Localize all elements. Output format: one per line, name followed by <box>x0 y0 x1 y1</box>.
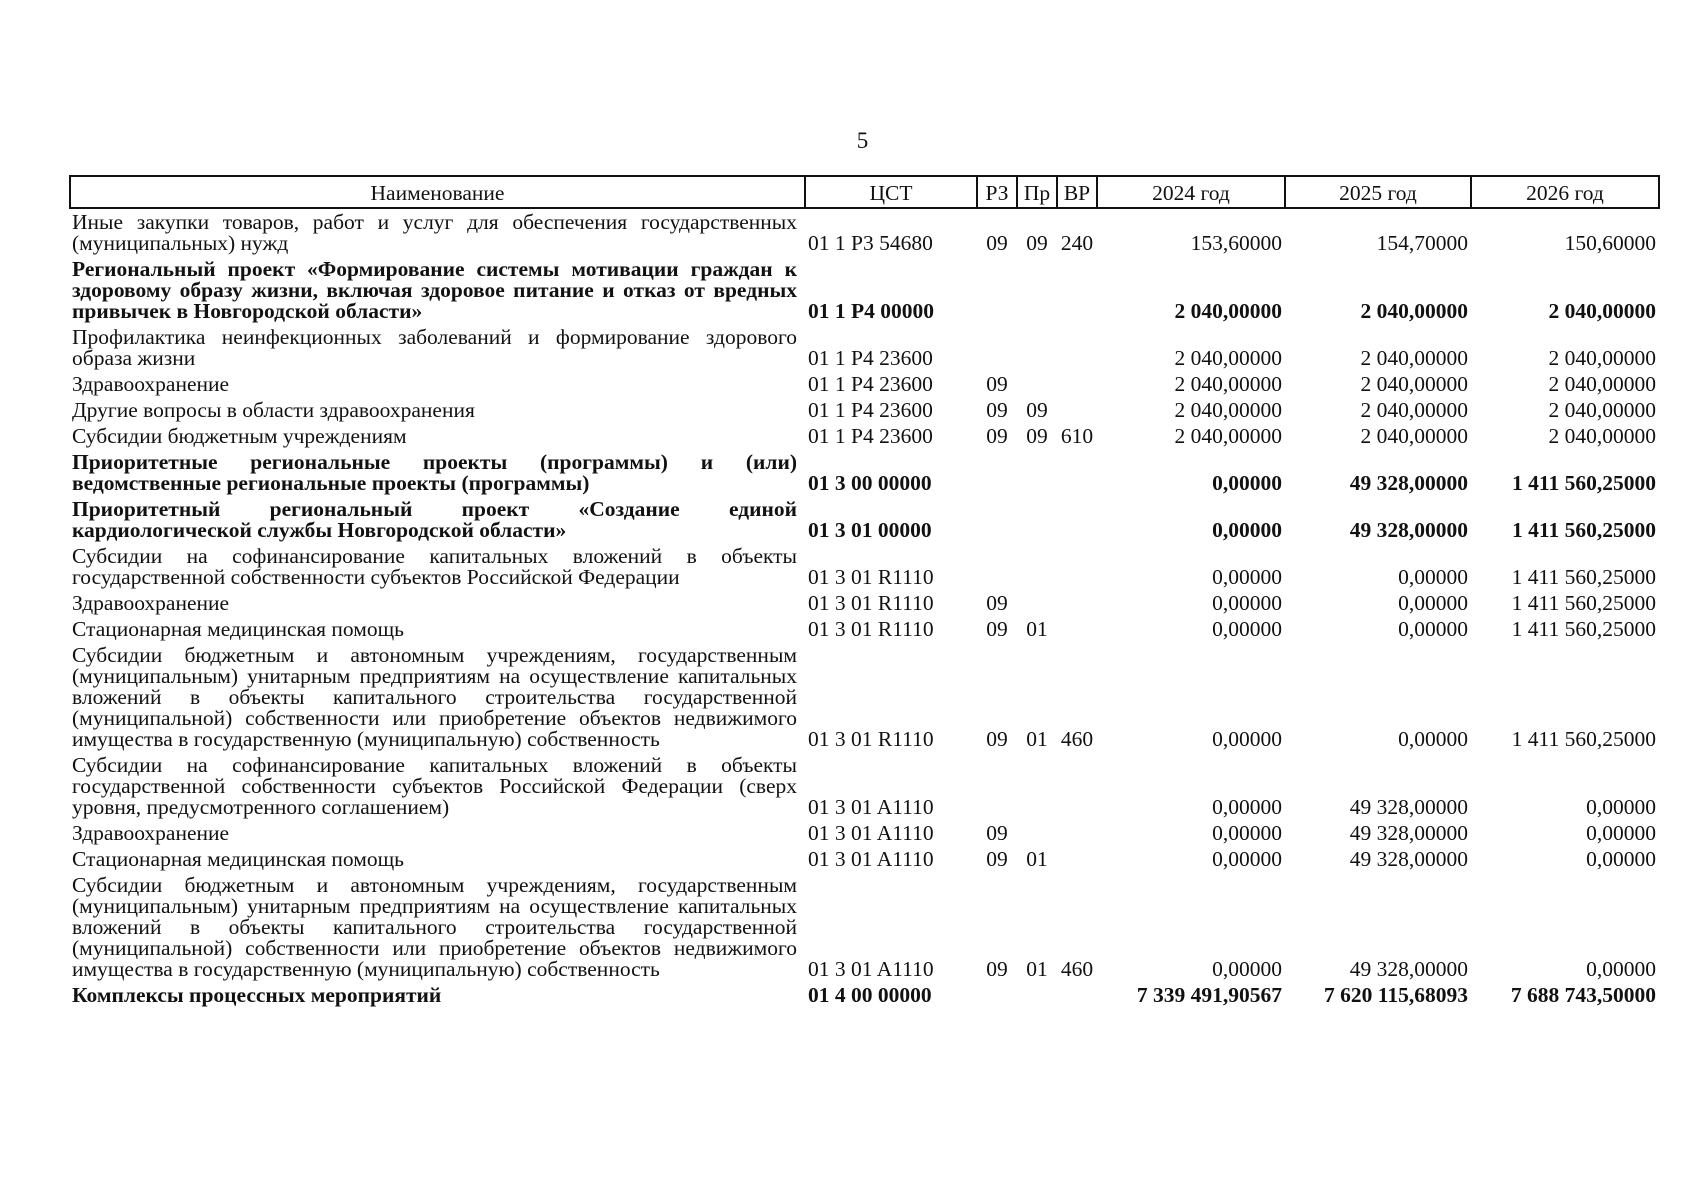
row-cst: 01 4 00 00000 <box>808 983 932 1007</box>
row-amount-2025: 0,00000 <box>1398 565 1468 589</box>
row-rz <box>977 982 1017 1008</box>
row-cst: 01 1 P4 23600 <box>808 424 933 448</box>
row-pr <box>1017 449 1057 496</box>
row-amount-2026: 7 688 743,50000 <box>1510 983 1656 1007</box>
table-row <box>70 256 1659 324</box>
row-amount-2025: 2 040,00000 <box>1360 398 1468 422</box>
row-amount-2024: 2 040,00000 <box>1174 424 1282 448</box>
row-cst: 01 1 P4 23600 <box>808 372 933 396</box>
table-row <box>70 543 1659 590</box>
row-vr <box>1057 449 1097 496</box>
table-row <box>70 590 1659 616</box>
row-rz: 09 <box>986 847 1008 871</box>
table-row <box>70 449 1659 496</box>
row-cst: 01 3 01 A1110 <box>808 795 934 819</box>
table-row <box>70 872 1659 982</box>
row-vr <box>1057 820 1097 846</box>
row-amount-2024: 2 040,00000 <box>1174 398 1282 422</box>
row-name: Здравоохранение <box>72 821 230 845</box>
row-amount-2025: 0,00000 <box>1398 591 1468 615</box>
row-rz: 09 <box>986 727 1008 751</box>
row-pr <box>1017 324 1057 371</box>
row-cst: 01 3 01 R1110 <box>808 727 934 751</box>
row-vr: 460 <box>1060 727 1094 751</box>
row-amount-2025: 49 328,00000 <box>1349 518 1468 542</box>
row-cst: 01 3 01 A1110 <box>808 957 934 981</box>
row-cst: 01 1 P3 54680 <box>808 231 933 255</box>
row-cst: 01 3 01 00000 <box>808 518 932 542</box>
row-rz: 09 <box>986 821 1008 845</box>
row-name: Здравоохранение <box>72 372 230 396</box>
row-amount-2024: 0,00000 <box>1212 727 1282 751</box>
row-cst: 01 3 01 A1110 <box>808 821 934 845</box>
row-amount-2025: 49 328,00000 <box>1349 847 1468 871</box>
row-rz: 09 <box>986 957 1008 981</box>
header-pr: Пр <box>1017 176 1057 208</box>
row-pr: 09 <box>1026 231 1048 255</box>
row-vr <box>1057 616 1097 642</box>
row-amount-2026: 2 040,00000 <box>1548 346 1656 370</box>
row-amount-2024: 0,00000 <box>1212 795 1282 819</box>
row-cst: 01 3 01 A1110 <box>808 847 934 871</box>
row-pr <box>1017 982 1057 1008</box>
row-amount-2025: 7 620 115,68093 <box>1324 983 1468 1007</box>
row-rz: 09 <box>986 591 1008 615</box>
row-amount-2026: 1 411 560,25000 <box>1511 727 1656 751</box>
row-vr: 240 <box>1060 231 1094 255</box>
row-name: Региональный проект «Формирование системы мотивации граждан к здоровому образу жизни, включая здоровое питание и отказ от вредных привычек в Новгородской области» <box>72 257 797 323</box>
row-amount-2026: 0,00000 <box>1586 821 1656 845</box>
row-vr <box>1057 496 1097 543</box>
row-amount-2025: 49 328,00000 <box>1349 471 1468 495</box>
row-cst: 01 3 01 R1110 <box>808 591 934 615</box>
row-vr <box>1057 846 1097 872</box>
row-amount-2024: 0,00000 <box>1212 847 1282 871</box>
row-vr <box>1057 397 1097 423</box>
row-name: Приоритетный региональный проект «Создание единой кардиологической службы Новгородской области» <box>72 497 797 542</box>
row-amount-2025: 2 040,00000 <box>1360 346 1468 370</box>
row-amount-2026: 1 411 560,25000 <box>1512 518 1656 542</box>
row-vr <box>1057 371 1097 397</box>
table-body <box>70 208 1659 1008</box>
row-name: Субсидии бюджетным учреждениям <box>72 424 407 448</box>
row-amount-2026: 0,00000 <box>1586 795 1656 819</box>
row-amount-2026: 1 411 560,25000 <box>1511 591 1656 615</box>
row-name: Стационарная медицинская помощь <box>72 847 404 871</box>
row-amount-2024: 0,00000 <box>1212 591 1282 615</box>
row-amount-2024: 0,00000 <box>1212 565 1282 589</box>
row-amount-2025: 2 040,00000 <box>1360 372 1468 396</box>
row-rz: 09 <box>986 231 1008 255</box>
row-amount-2026: 0,00000 <box>1586 847 1656 871</box>
row-amount-2024: 0,00000 <box>1212 471 1282 495</box>
row-amount-2024: 153,60000 <box>1190 231 1282 255</box>
table-row <box>70 371 1659 397</box>
row-amount-2026: 2 040,00000 <box>1548 424 1656 448</box>
row-cst: 01 3 00 00000 <box>808 471 932 495</box>
row-vr <box>1057 982 1097 1008</box>
row-cst: 01 3 01 R1110 <box>808 617 934 641</box>
header-2026: 2026 год <box>1471 176 1659 208</box>
row-cst: 01 1 P4 00000 <box>808 299 935 323</box>
row-amount-2024: 2 040,00000 <box>1174 372 1282 396</box>
table-row <box>70 423 1659 449</box>
row-amount-2025: 49 328,00000 <box>1349 957 1468 981</box>
row-rz <box>977 496 1017 543</box>
row-amount-2024: 7 339 491,90567 <box>1136 983 1282 1007</box>
row-pr <box>1017 496 1057 543</box>
row-pr: 01 <box>1026 957 1048 981</box>
row-amount-2024: 2 040,00000 <box>1174 346 1282 370</box>
row-amount-2024: 2 040,00000 <box>1174 299 1282 323</box>
table-row <box>70 208 1659 256</box>
row-name: Комплексы процессных мероприятий <box>72 983 442 1007</box>
header-rz: РЗ <box>977 176 1017 208</box>
row-cst: 01 3 01 R1110 <box>808 565 934 589</box>
header-2025: 2025 год <box>1285 176 1471 208</box>
row-pr: 09 <box>1026 424 1048 448</box>
row-amount-2025: 49 328,00000 <box>1349 795 1468 819</box>
row-pr: 01 <box>1026 617 1048 641</box>
row-name: Приоритетные региональные проекты (программы) и (или) ведомственные региональные проекты (программы) <box>72 450 797 495</box>
row-rz <box>977 324 1017 371</box>
row-cst: 01 1 P4 23600 <box>808 398 933 422</box>
row-pr <box>1017 752 1057 820</box>
row-name: Субсидии на софинансирование капитальных вложений в объекты государственной собственности субъектов Российской Федерации (сверх уровня, предусмотренного соглашением) <box>72 753 797 819</box>
row-amount-2024: 0,00000 <box>1212 617 1282 641</box>
row-vr <box>1057 256 1097 324</box>
header-vr: ВР <box>1057 176 1097 208</box>
row-name: Субсидии бюджетным и автономным учреждениям, государственным (муниципальным) унитарным предприятиям на осуществление капитальных вложений в объекты капитального строительства государственной (муниципальной) собственности или приобретение объектов недвижимого имущества в государственную (муниципальную) собственность <box>72 643 797 751</box>
table-row <box>70 642 1659 752</box>
row-pr: 01 <box>1026 847 1048 871</box>
table-row <box>70 324 1659 371</box>
row-name: Стационарная медицинская помощь <box>72 617 404 641</box>
row-rz <box>977 449 1017 496</box>
row-amount-2025: 0,00000 <box>1398 727 1468 751</box>
row-amount-2025: 2 040,00000 <box>1360 424 1468 448</box>
row-rz: 09 <box>986 424 1008 448</box>
row-pr: 01 <box>1026 727 1048 751</box>
row-amount-2026: 2 040,00000 <box>1548 398 1656 422</box>
row-pr <box>1017 256 1057 324</box>
row-amount-2026: 1 411 560,25000 <box>1511 565 1656 589</box>
row-rz <box>977 256 1017 324</box>
row-amount-2024: 0,00000 <box>1212 821 1282 845</box>
row-amount-2026: 150,60000 <box>1564 231 1656 255</box>
row-amount-2026: 0,00000 <box>1586 957 1656 981</box>
row-rz: 09 <box>986 398 1008 422</box>
row-amount-2024: 0,00000 <box>1212 957 1282 981</box>
row-amount-2025: 154,70000 <box>1376 231 1468 255</box>
header-cst: ЦСТ <box>805 176 977 208</box>
row-name: Другие вопросы в области здравоохранения <box>72 398 475 422</box>
row-amount-2025: 2 040,00000 <box>1360 299 1468 323</box>
row-amount-2026: 1 411 560,25000 <box>1512 471 1656 495</box>
row-pr: 09 <box>1026 398 1048 422</box>
table-row <box>70 752 1659 820</box>
table-row <box>70 496 1659 543</box>
row-name: Субсидии бюджетным и автономным учреждениям, государственным (муниципальным) унитарным предприятиям на осуществление капитальных вложений в объекты капитального строительства государственной (муниципальной) собственности или приобретение объектов недвижимого имущества в государственную (муниципальную) собственность <box>72 873 797 981</box>
row-rz <box>977 543 1017 590</box>
row-amount-2024: 0,00000 <box>1212 518 1282 542</box>
row-name: Профилактика неинфекционных заболеваний и формирование здорового образа жизни <box>72 325 797 370</box>
row-pr <box>1017 820 1057 846</box>
table-row <box>70 846 1659 872</box>
row-vr <box>1057 543 1097 590</box>
row-vr: 460 <box>1060 957 1094 981</box>
row-vr <box>1057 590 1097 616</box>
row-cst: 01 1 P4 23600 <box>808 346 933 370</box>
table-header <box>70 176 1659 208</box>
table-row <box>70 982 1659 1008</box>
row-amount-2026: 1 411 560,25000 <box>1511 617 1656 641</box>
row-rz: 09 <box>986 617 1008 641</box>
row-vr: 610 <box>1060 424 1094 448</box>
header-2024: 2024 год <box>1097 176 1285 208</box>
row-amount-2025: 0,00000 <box>1398 617 1468 641</box>
header-name: Наименование <box>70 176 805 208</box>
row-vr <box>1057 324 1097 371</box>
budget-table <box>69 175 1660 1008</box>
table-row <box>70 820 1659 846</box>
row-name: Здравоохранение <box>72 591 230 615</box>
row-vr <box>1057 752 1097 820</box>
row-name: Иные закупки товаров, работ и услуг для обеспечения государственных (муниципальных) нужд <box>72 210 797 255</box>
row-rz <box>977 752 1017 820</box>
row-pr <box>1017 543 1057 590</box>
row-pr <box>1017 590 1057 616</box>
row-pr <box>1017 371 1057 397</box>
row-amount-2026: 2 040,00000 <box>1548 299 1656 323</box>
table-row <box>70 616 1659 642</box>
page-number: 5 <box>856 128 869 153</box>
row-name: Субсидии на софинансирование капитальных вложений в объекты государственной собственности субъектов Российской Федерации <box>72 544 797 589</box>
row-rz: 09 <box>986 372 1008 396</box>
table-row <box>70 397 1659 423</box>
row-amount-2025: 49 328,00000 <box>1349 821 1468 845</box>
row-amount-2026: 2 040,00000 <box>1548 372 1656 396</box>
